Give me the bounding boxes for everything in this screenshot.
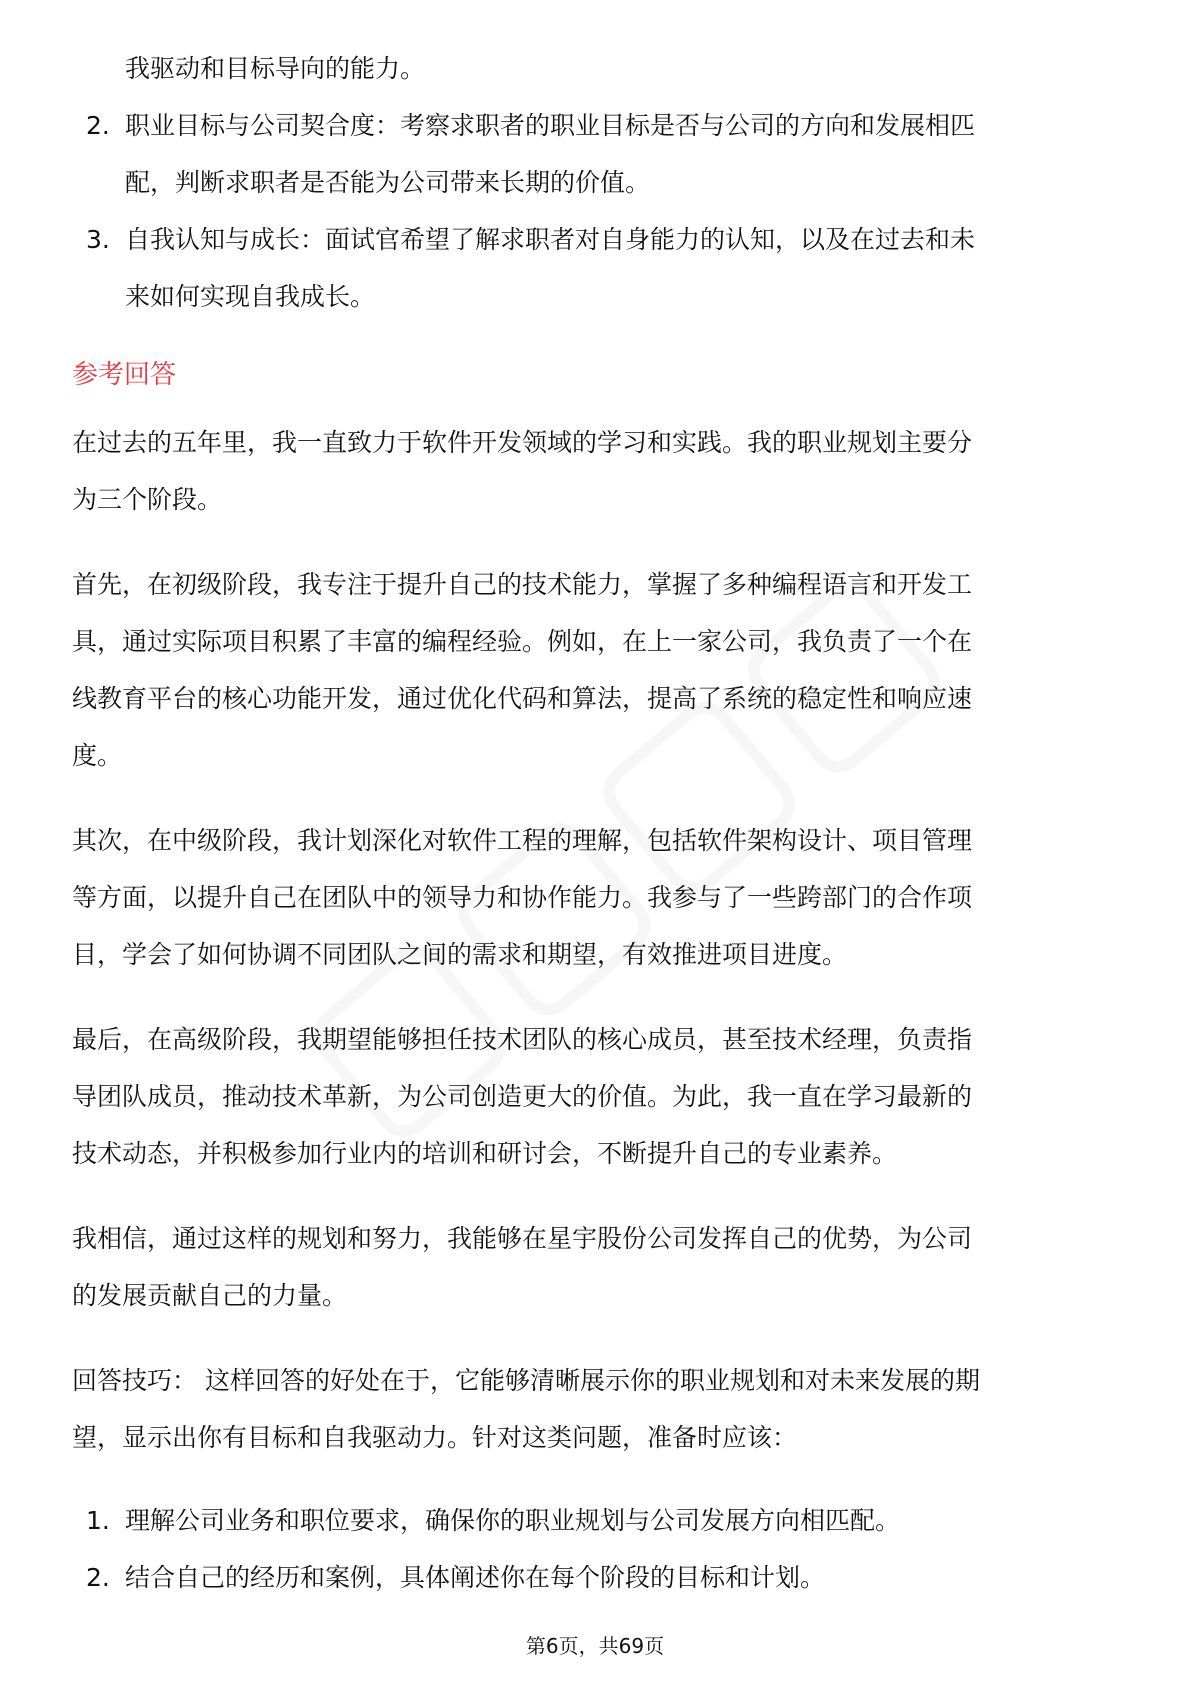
list-item (72, 1492, 1118, 1549)
section-heading: 参考回答 (72, 360, 177, 390)
paragraph-line: 首先，在初级阶段，我专注于提升自己的技术能力，掌握了多种编程语言和开发工 (72, 570, 973, 599)
list-item-number: 2. (86, 111, 110, 140)
paragraph-line: 我相信，通过这样的规划和努力，我能够在星宇股份公司发挥自己的优势，为公司 (72, 1224, 973, 1253)
list-item-line: 职业目标与公司契合度：考察求职者的职业目标是否与公司的方向和发展相匹 (125, 111, 976, 140)
paragraph-line: 等方面，以提升自己在团队中的领导力和协作能力。我参与了一些跨部门的合作项 (72, 883, 973, 912)
list-item (72, 1549, 1118, 1606)
paragraph (72, 556, 1118, 784)
list-item-continuation: 我驱动和目标导向的能力。 (125, 54, 426, 83)
paragraph-line: 望，显示出你有目标和自我驱动力。针对这类问题，准备时应该： (72, 1423, 798, 1452)
paragraph-line: 度。 (72, 741, 123, 770)
list-item-number: 1. (86, 1506, 110, 1535)
paragraph-line: 导团队成员，推动技术革新，为公司创造更大的价值。为此，我一直在学习最新的 (72, 1082, 973, 1111)
list-item-line: 理解公司业务和职位要求，确保你的职业规划与公司发展方向相匹配。 (125, 1506, 901, 1535)
list-item (72, 97, 1118, 211)
list-item (72, 211, 1118, 325)
paragraph-line: 线教育平台的核心功能开发，通过优化代码和算法，提高了系统的稳定性和响应速 (72, 684, 973, 713)
page-number-footer: 第6页，共69页 (525, 1634, 665, 1658)
paragraph-line: 目，学会了如何协调不同团队之间的需求和期望，有效推进项目进度。 (72, 940, 848, 969)
paragraph-line: 具，通过实际项目积累了丰富的编程经验。例如，在上一家公司，我负责了一个在 (72, 627, 973, 656)
list-item-line: 来如何实现自我成长。 (125, 282, 376, 311)
paragraph-line: 回答技巧： 这样回答的好处在于，它能够清晰展示你的职业规划和对未来发展的期 (72, 1366, 980, 1395)
paragraph (72, 1011, 1118, 1182)
paragraph-line: 在过去的五年里，我一直致力于软件开发领域的学习和实践。我的职业规划主要分 (72, 428, 973, 457)
list-item-number: 3. (86, 225, 110, 254)
list-item-line: 结合自己的经历和案例，具体阐述你在每个阶段的目标和计划。 (125, 1563, 826, 1592)
list-item-line: 自我认知与成长：面试官希望了解求职者对自身能力的认知，以及在过去和未 (125, 225, 976, 254)
list-item-line: 配，判断求职者是否能为公司带来长期的价值。 (125, 168, 651, 197)
paragraph-line: 其次，在中级阶段，我计划深化对软件工程的理解，包括软件架构设计、项目管理 (72, 826, 973, 855)
paragraph (72, 812, 1118, 983)
paragraph (72, 1210, 1118, 1324)
paragraph-line: 技术动态，并积极参加行业内的培训和研讨会，不断提升自己的专业素养。 (72, 1139, 898, 1168)
page-content (72, 40, 1118, 1606)
answer-tips-paragraph (72, 1352, 1118, 1466)
paragraph-line: 最后，在高级阶段，我期望能够担任技术团队的核心成员，甚至技术经理，负责指 (72, 1025, 973, 1054)
paragraph-line: 为三个阶段。 (72, 485, 223, 514)
list-item-number: 2. (86, 1563, 110, 1592)
paragraph (72, 414, 1118, 528)
paragraph-line: 的发展贡献自己的力量。 (72, 1281, 348, 1310)
tips-list (72, 1492, 1118, 1606)
